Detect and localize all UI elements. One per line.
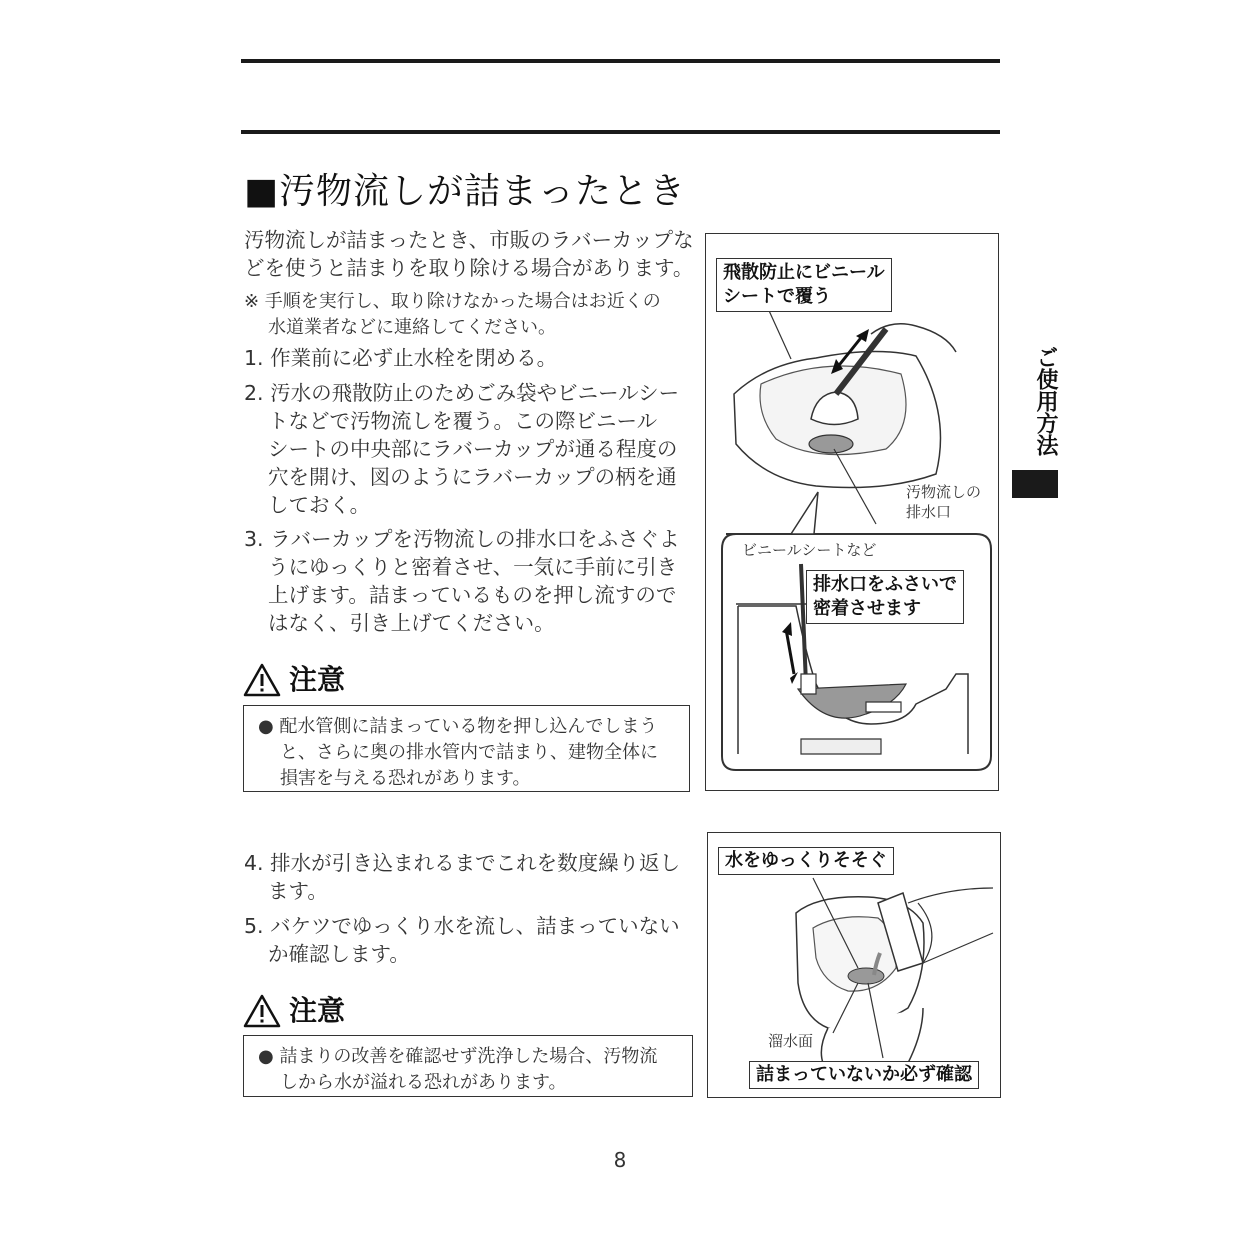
side-tab-label: ご使用方法: [1033, 346, 1058, 456]
drain-label: 汚物流しの 排水口: [906, 483, 982, 521]
header-rule-top: [241, 59, 1000, 63]
header-rule-bottom: [241, 130, 1000, 134]
side-tab-marker: [1012, 470, 1058, 498]
callout-check: 詰まっていないか必ず確認: [749, 1061, 979, 1089]
step-3: 3. ラバーカップを汚物流しの排水口をふさぐよ うにゆっくりと密着させ、一気に手前に引き 上げます。詰まっているものを押し流すので はなく、引き上げてください。: [244, 527, 680, 635]
step-4: 4. 排水が引き込まれるまでこれを数度繰り返し ます。: [244, 851, 681, 903]
caution-box-1: ● 配水管側に詰まっている物を押し込んでしまう と、さらに奥の排水管内で詰まり、建物全体に 損害を与える恐れがあります。: [243, 705, 690, 792]
callout-seal-drain: 排水口をふさいで 密着させます: [806, 570, 964, 624]
water-level-label: 溜水面: [768, 1032, 814, 1050]
step-5: 5. バケツでゆっくり水を流し、詰まっていない か確認します。: [244, 914, 680, 966]
warning-icon: [243, 994, 281, 1028]
caution-heading-1: 注意: [243, 662, 345, 698]
callout-sheet-cover: 飛散防止にビニール シートで覆う: [716, 258, 892, 312]
section-title: ■汚物流しが詰まったとき: [244, 171, 687, 212]
step-1: 1. 作業前に必ず止水栓を閉める。: [244, 346, 558, 370]
step-2: 2. 汚水の飛散防止のためごみ袋やビニールシー トなどで汚物流しを覆う。この際ビニール シートの中央部にラバーカップが通る程度の 穴を開け、図のようにラバーカップの柄を通 しておく。: [244, 381, 680, 517]
intro-text: 汚物流しが詰まったとき、市販のラバーカップな どを使うと詰まりを取り除ける場合があります。: [244, 228, 694, 280]
warning-icon: [243, 663, 281, 697]
note-text: ※ 手順を実行し、取り除けなかった場合はお近くの 水道業者などに連絡してください。: [244, 291, 661, 338]
page-number: 8: [613, 1148, 627, 1172]
sheet-label: ビニールシートなど: [742, 541, 877, 559]
callout-pour-water: 水をゆっくりそそぐ: [718, 847, 894, 875]
figure-bucket: [707, 832, 1001, 1098]
figure-plunger: [705, 233, 999, 791]
caution-box-2: ● 詰まりの改善を確認せず洗浄した場合、汚物流 しから水が溢れる恐れがあります。: [243, 1035, 693, 1097]
caution-heading-2: 注意: [243, 993, 345, 1029]
